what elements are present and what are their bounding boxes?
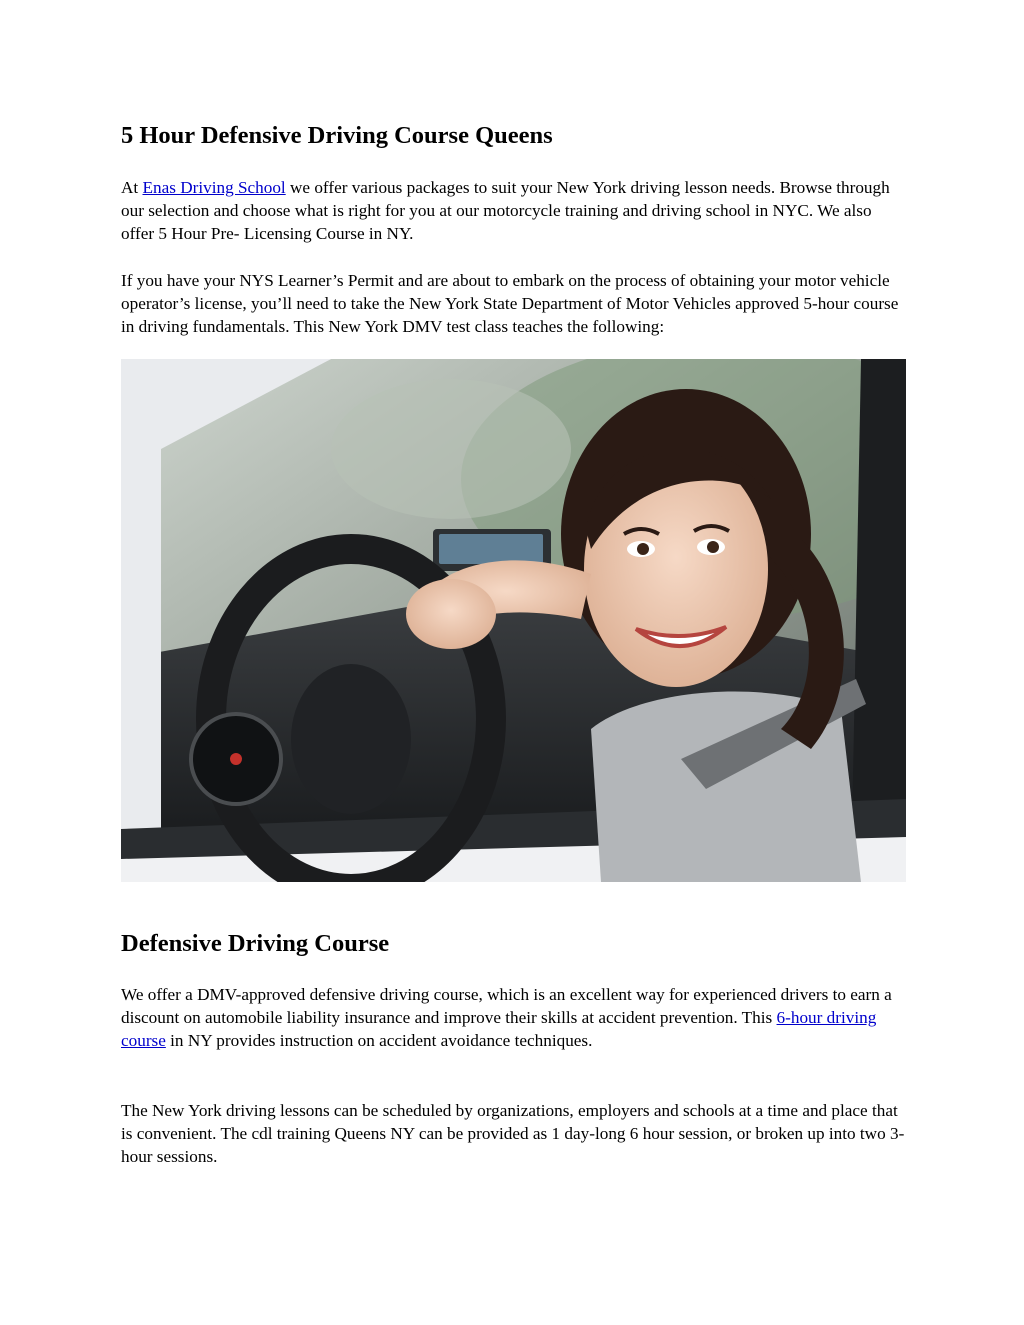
intro-paragraph <box>121 176 906 246</box>
permit-paragraph: If you have your NYS Learner’s Permit and are about to embark on the process of obtaining your motor vehicle operator’s license, you’ll need to take the New York State Department of Motor Vehicles approved 5-hour course in driving fundamentals. This New York DMV test class teaches the following: <box>121 271 899 337</box>
page-title: 5 Hour Defensive Driving Course Queens <box>121 122 553 149</box>
enas-driving-school-link[interactable]: Enas Driving School <box>142 178 286 197</box>
course-suffix: in NY provides instruction on accident avoidance techniques. <box>165 1031 593 1051</box>
driver-photo-illustration <box>121 359 906 882</box>
schedule-paragraph: The New York driving lessons can be scheduled by organizations, employers and schools at a time and place that is convenient. The cdl training Queens NY can be provided as 1 day-long 6 hour session, or broken up into two 3-hour sessions. <box>121 1101 905 1167</box>
intro-prefix: At <box>121 178 143 197</box>
driver-photo <box>121 359 906 882</box>
course-prefix: We offer a DMV-approved defensive driving course, which is an excellent way for experienced drivers to earn a discount on automobile liability insurance and improve their skills at accident prevention. This <box>121 985 892 1028</box>
course-paragraph <box>121 983 906 1053</box>
intro-suffix: we offer various packages to suit your New York driving lesson needs. Browse through our selection and choose what is right for you at our motorcycle training and driving school in NYC. We also offer 5 Hour Pre- Licensing Course in NY. <box>121 178 890 244</box>
section-heading: Defensive Driving Course <box>121 930 390 957</box>
six-hour-course-link[interactable]: 6-hour driving course <box>121 1008 877 1051</box>
